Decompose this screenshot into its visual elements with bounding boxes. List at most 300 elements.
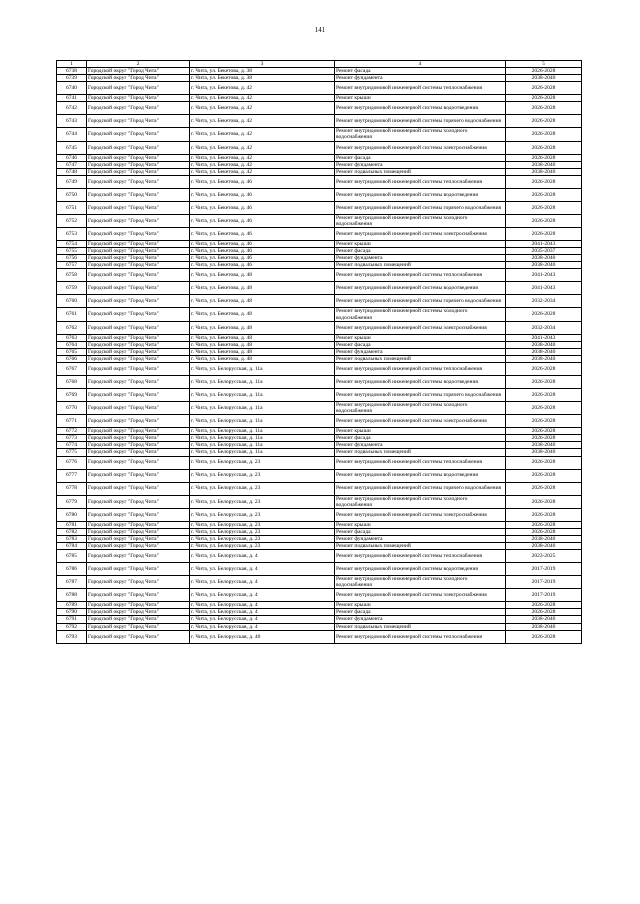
table-row bbox=[57, 282, 582, 295]
address-cell: г. Чита, ул. Бекетова, д. 42 bbox=[190, 168, 335, 175]
work-type-cell: Ремонт внутридомовой инженерной системы водоотведения bbox=[335, 469, 506, 482]
table-row bbox=[57, 255, 582, 262]
work-type-cell: Ремонт фундамента bbox=[335, 535, 506, 542]
municipality-cell: Городской округ "Город Чита" bbox=[87, 362, 190, 375]
table-row bbox=[57, 602, 582, 609]
municipality-cell: Городской округ "Город Чита" bbox=[87, 415, 190, 428]
address-cell: г. Чита, ул. Белорусская, д. 11а bbox=[190, 442, 335, 449]
address-cell: г. Чита, ул. Бекетова, д. 42 bbox=[190, 141, 335, 154]
address-cell: г. Чита, ул. Белорусская, д. 4 bbox=[190, 563, 335, 576]
work-type-cell: Ремонт подвальных помещений bbox=[335, 449, 506, 456]
period-cell: 2041-2043 bbox=[506, 269, 582, 282]
municipality-cell: Городской округ "Город Чита" bbox=[87, 355, 190, 362]
municipality-cell: Городской округ "Город Чита" bbox=[87, 161, 190, 168]
municipality-cell: Городской округ "Город Чита" bbox=[87, 428, 190, 435]
address-cell: г. Чита, ул. Белорусская, д. 4 bbox=[190, 616, 335, 623]
table-row bbox=[57, 75, 582, 82]
work-type-cell: Ремонт внутридомовой инженерной системы холодного водоснабжения bbox=[335, 495, 506, 508]
address-cell: г. Чита, ул. Бекетова, д. 46 bbox=[190, 201, 335, 214]
table-row bbox=[57, 82, 582, 95]
address-cell: г. Чита, ул. Белорусская, д. 23 bbox=[190, 482, 335, 495]
period-cell: 2026-2028 bbox=[506, 175, 582, 188]
work-type-cell: Ремонт фундамента bbox=[335, 255, 506, 262]
table-row bbox=[57, 630, 582, 643]
row-number-cell: 6763 bbox=[57, 334, 87, 341]
table-row bbox=[57, 616, 582, 623]
period-cell: 2026-2028 bbox=[506, 521, 582, 528]
municipality-cell: Городской округ "Город Чита" bbox=[87, 188, 190, 201]
municipality-cell: Городской округ "Город Чита" bbox=[87, 482, 190, 495]
work-type-cell: Ремонт фундамента bbox=[335, 348, 506, 355]
municipality-cell: Городской округ "Город Чита" bbox=[87, 308, 190, 321]
table-row bbox=[57, 428, 582, 435]
row-number-cell: 6770 bbox=[57, 401, 87, 414]
period-cell: 2041-2043 bbox=[506, 241, 582, 248]
row-number-cell: 6750 bbox=[57, 188, 87, 201]
municipality-cell: Городской округ "Город Чита" bbox=[87, 141, 190, 154]
period-cell: 2017-2019 bbox=[506, 576, 582, 589]
period-cell: 2038-2040 bbox=[506, 161, 582, 168]
header-col-1: 1 bbox=[57, 61, 87, 68]
table-row bbox=[57, 535, 582, 542]
municipality-cell: Городской округ "Город Чита" bbox=[87, 201, 190, 214]
address-cell: г. Чита, ул. Бекетова, д. 46 bbox=[190, 188, 335, 201]
header-col-5: 5 bbox=[506, 61, 582, 68]
period-cell: 2038-2040 bbox=[506, 449, 582, 456]
address-cell: г. Чита, ул. Бекетова, д. 38 bbox=[190, 75, 335, 82]
address-cell: г. Чита, ул. Белорусская, д. 11а bbox=[190, 375, 335, 388]
row-number-cell: 6771 bbox=[57, 415, 87, 428]
address-cell: г. Чита, ул. Белорусская, д. 11а bbox=[190, 435, 335, 442]
work-type-cell: Ремонт фундамента bbox=[335, 75, 506, 82]
row-number-cell: 6767 bbox=[57, 362, 87, 375]
period-cell: 2038-2040 bbox=[506, 75, 582, 82]
municipality-cell: Городской округ "Город Чита" bbox=[87, 630, 190, 643]
table-row bbox=[57, 141, 582, 154]
address-cell: г. Чита, ул. Бекетова, д. 48 bbox=[190, 341, 335, 348]
work-type-cell: Ремонт крыши bbox=[335, 95, 506, 102]
municipality-cell: Городской округ "Город Чита" bbox=[87, 616, 190, 623]
period-cell: 2026-2028 bbox=[506, 495, 582, 508]
table-row bbox=[57, 295, 582, 308]
municipality-cell: Городской округ "Город Чита" bbox=[87, 154, 190, 161]
table-row bbox=[57, 241, 582, 248]
address-cell: г. Чита, ул. Бекетова, д. 48 bbox=[190, 355, 335, 362]
address-cell: г. Чита, ул. Белорусская, д. 4 bbox=[190, 623, 335, 630]
work-type-cell: Ремонт внутридомовой инженерной системы водоотведения bbox=[335, 563, 506, 576]
table-row bbox=[57, 168, 582, 175]
period-cell: 2026-2028 bbox=[506, 375, 582, 388]
municipality-cell: Городской округ "Город Чита" bbox=[87, 401, 190, 414]
row-number-cell: 6764 bbox=[57, 341, 87, 348]
row-number-cell: 6768 bbox=[57, 375, 87, 388]
period-cell: 2038-2040 bbox=[506, 442, 582, 449]
period-cell: 2038-2040 bbox=[506, 255, 582, 262]
work-type-cell: Ремонт фасада bbox=[335, 68, 506, 75]
address-cell: г. Чита, ул. Белорусская, д. 23 bbox=[190, 535, 335, 542]
period-cell: 2026-2028 bbox=[506, 362, 582, 375]
address-cell: г. Чита, ул. Бекетова, д. 46 bbox=[190, 248, 335, 255]
period-cell: 2026-2028 bbox=[506, 630, 582, 643]
table-row bbox=[57, 321, 582, 334]
row-number-cell: 6782 bbox=[57, 528, 87, 535]
work-type-cell: Ремонт внутридомовой инженерной системы теплоснабжения bbox=[335, 82, 506, 95]
period-cell: 2026-2028 bbox=[506, 508, 582, 521]
municipality-cell: Городской округ "Город Чита" bbox=[87, 375, 190, 388]
period-cell: 2038-2040 bbox=[506, 262, 582, 269]
table-row bbox=[57, 623, 582, 630]
row-number-cell: 6783 bbox=[57, 535, 87, 542]
work-type-cell: Ремонт внутридомовой инженерной системы электроснабжения bbox=[335, 228, 506, 241]
row-number-cell: 6744 bbox=[57, 128, 87, 141]
address-cell: г. Чита, ул. Белорусская, д. 11а bbox=[190, 415, 335, 428]
row-number-cell: 6784 bbox=[57, 543, 87, 550]
period-cell: 2026-2028 bbox=[506, 609, 582, 616]
row-number-cell: 6789 bbox=[57, 602, 87, 609]
municipality-cell: Городской округ "Город Чита" bbox=[87, 334, 190, 341]
period-cell: 2026-2028 bbox=[506, 228, 582, 241]
municipality-cell: Городской округ "Город Чита" bbox=[87, 543, 190, 550]
period-cell: 2038-2040 bbox=[506, 535, 582, 542]
period-cell: 2026-2028 bbox=[506, 415, 582, 428]
address-cell: г. Чита, ул. Бекетова, д. 48 bbox=[190, 269, 335, 282]
work-type-cell: Ремонт крыши bbox=[335, 241, 506, 248]
period-cell: 2026-2028 bbox=[506, 456, 582, 469]
municipality-cell: Городской округ "Город Чита" bbox=[87, 521, 190, 528]
table-row bbox=[57, 482, 582, 495]
period-cell: 2038-2040 bbox=[506, 543, 582, 550]
work-type-cell: Ремонт внутридомовой инженерной системы теплоснабжения bbox=[335, 456, 506, 469]
address-cell: г. Чита, ул. Бекетова, д. 48 bbox=[190, 348, 335, 355]
table-row bbox=[57, 543, 582, 550]
period-cell: 2032-2034 bbox=[506, 295, 582, 308]
work-type-cell: Ремонт внутридомовой инженерной системы электроснабжения bbox=[335, 508, 506, 521]
table-row bbox=[57, 269, 582, 282]
work-type-cell: Ремонт фундамента bbox=[335, 161, 506, 168]
municipality-cell: Городской округ "Город Чита" bbox=[87, 589, 190, 602]
header-col-2: 2 bbox=[87, 61, 190, 68]
table-row bbox=[57, 469, 582, 482]
table-row bbox=[57, 341, 582, 348]
period-cell: 2026-2028 bbox=[506, 388, 582, 401]
row-number-cell: 6791 bbox=[57, 616, 87, 623]
address-cell: г. Чита, ул. Бекетова, д. 46 bbox=[190, 262, 335, 269]
row-number-cell: 6758 bbox=[57, 269, 87, 282]
period-cell: 2026-2028 bbox=[506, 214, 582, 227]
work-type-cell: Ремонт фасада bbox=[335, 341, 506, 348]
municipality-cell: Городской округ "Город Чита" bbox=[87, 609, 190, 616]
municipality-cell: Городской округ "Город Чита" bbox=[87, 602, 190, 609]
address-cell: г. Чита, ул. Бекетова, д. 48 bbox=[190, 308, 335, 321]
municipality-cell: Городской округ "Город Чита" bbox=[87, 623, 190, 630]
address-cell: г. Чита, ул. Бекетова, д. 48 bbox=[190, 334, 335, 341]
municipality-cell: Городской округ "Город Чита" bbox=[87, 348, 190, 355]
table-row bbox=[57, 362, 582, 375]
address-cell: г. Чита, ул. Белорусская, д. 11а bbox=[190, 449, 335, 456]
period-cell: 2023-2025 bbox=[506, 550, 582, 563]
municipality-cell: Городской округ "Город Чита" bbox=[87, 175, 190, 188]
row-number-cell: 6740 bbox=[57, 82, 87, 95]
row-number-cell: 6746 bbox=[57, 154, 87, 161]
address-cell: г. Чита, ул. Бекетова, д. 38 bbox=[190, 68, 335, 75]
work-type-cell: Ремонт внутридомовой инженерной системы холодного водоснабжения bbox=[335, 128, 506, 141]
municipality-cell: Городской округ "Город Чита" bbox=[87, 82, 190, 95]
row-number-cell: 6776 bbox=[57, 456, 87, 469]
row-number-cell: 6757 bbox=[57, 262, 87, 269]
row-number-cell: 6788 bbox=[57, 589, 87, 602]
row-number-cell: 6766 bbox=[57, 355, 87, 362]
address-cell: г. Чита, ул. Белорусская, д. 23 bbox=[190, 508, 335, 521]
address-cell: г. Чита, ул. Белорусская, д. 23 bbox=[190, 495, 335, 508]
table-row bbox=[57, 521, 582, 528]
work-type-cell: Ремонт внутридомовой инженерной системы горячего водоснабжения bbox=[335, 115, 506, 128]
work-type-cell: Ремонт внутридомовой инженерной системы теплоснабжения bbox=[335, 630, 506, 643]
address-cell: г. Чита, ул. Бекетова, д. 46 bbox=[190, 255, 335, 262]
work-type-cell: Ремонт внутридомовой инженерной системы горячего водоснабжения bbox=[335, 388, 506, 401]
row-number-cell: 6773 bbox=[57, 435, 87, 442]
row-number-cell: 6772 bbox=[57, 428, 87, 435]
work-type-cell: Ремонт крыши bbox=[335, 334, 506, 341]
table-row bbox=[57, 401, 582, 414]
work-type-cell: Ремонт подвальных помещений bbox=[335, 262, 506, 269]
table-row bbox=[57, 388, 582, 401]
municipality-cell: Городской округ "Город Чита" bbox=[87, 102, 190, 115]
row-number-cell: 6775 bbox=[57, 449, 87, 456]
period-cell: 2038-2040 bbox=[506, 355, 582, 362]
work-type-cell: Ремонт подвальных помещений bbox=[335, 168, 506, 175]
period-cell: 2032-2034 bbox=[506, 321, 582, 334]
row-number-cell: 6743 bbox=[57, 115, 87, 128]
table-row bbox=[57, 214, 582, 227]
address-cell: г. Чита, ул. Бекетова, д. 46 bbox=[190, 175, 335, 188]
period-cell: 2038-2040 bbox=[506, 341, 582, 348]
address-cell: г. Чита, ул. Белорусская, д. 4 bbox=[190, 576, 335, 589]
row-number-cell: 6751 bbox=[57, 201, 87, 214]
work-type-cell: Ремонт внутридомовой инженерной системы холодного водоснабжения bbox=[335, 576, 506, 589]
work-type-cell: Ремонт подвальных помещений bbox=[335, 355, 506, 362]
table-row bbox=[57, 154, 582, 161]
address-cell: г. Чита, ул. Белорусская, д. 23 bbox=[190, 521, 335, 528]
table-row bbox=[57, 348, 582, 355]
address-cell: г. Чита, ул. Белорусская, д. 4 bbox=[190, 550, 335, 563]
address-cell: г. Чита, ул. Бекетова, д. 42 bbox=[190, 95, 335, 102]
municipality-cell: Городской округ "Город Чита" bbox=[87, 241, 190, 248]
row-number-cell: 6793 bbox=[57, 630, 87, 643]
municipality-cell: Городской округ "Город Чита" bbox=[87, 295, 190, 308]
address-cell: г. Чита, ул. Белорусская, д. 11а bbox=[190, 401, 335, 414]
work-type-cell: Ремонт внутридомовой инженерной системы водоотведения bbox=[335, 102, 506, 115]
work-type-cell: Ремонт крыши bbox=[335, 521, 506, 528]
address-cell: г. Чита, ул. Бекетова, д. 42 bbox=[190, 154, 335, 161]
table-row bbox=[57, 442, 582, 449]
table-row bbox=[57, 456, 582, 469]
table-row bbox=[57, 435, 582, 442]
address-cell: г. Чита, ул. Бекетова, д. 48 bbox=[190, 295, 335, 308]
row-number-cell: 6749 bbox=[57, 175, 87, 188]
period-cell: 2038-2040 bbox=[506, 348, 582, 355]
period-cell: 2026-2028 bbox=[506, 128, 582, 141]
period-cell: 2026-2028 bbox=[506, 68, 582, 75]
municipality-cell: Городской округ "Город Чита" bbox=[87, 248, 190, 255]
repair-schedule-table bbox=[56, 60, 582, 644]
work-type-cell: Ремонт фундамента bbox=[335, 616, 506, 623]
table-row bbox=[57, 355, 582, 362]
row-number-cell: 6780 bbox=[57, 508, 87, 521]
municipality-cell: Городской округ "Город Чита" bbox=[87, 341, 190, 348]
work-type-cell: Ремонт внутридомовой инженерной системы электроснабжения bbox=[335, 415, 506, 428]
table-row bbox=[57, 449, 582, 456]
table-row bbox=[57, 589, 582, 602]
row-number-cell: 6765 bbox=[57, 348, 87, 355]
period-cell: 2026-2028 bbox=[506, 469, 582, 482]
row-number-cell: 6778 bbox=[57, 482, 87, 495]
work-type-cell: Ремонт внутридомовой инженерной системы холодного водоснабжения bbox=[335, 401, 506, 414]
address-cell: г. Чита, ул. Белорусская, д. 4 bbox=[190, 602, 335, 609]
municipality-cell: Городской округ "Город Чита" bbox=[87, 576, 190, 589]
row-number-cell: 6786 bbox=[57, 563, 87, 576]
row-number-cell: 6752 bbox=[57, 214, 87, 227]
table-row bbox=[57, 308, 582, 321]
header-col-3: 3 bbox=[190, 61, 335, 68]
work-type-cell: Ремонт внутридомовой инженерной системы теплоснабжения bbox=[335, 269, 506, 282]
work-type-cell: Ремонт внутридомовой инженерной системы холодного водоснабжения bbox=[335, 308, 506, 321]
header-col-4: 4 bbox=[335, 61, 506, 68]
table-row bbox=[57, 228, 582, 241]
period-cell: 2026-2028 bbox=[506, 435, 582, 442]
address-cell: г. Чита, ул. Бекетова, д. 42 bbox=[190, 82, 335, 95]
period-cell: 2026-2028 bbox=[506, 528, 582, 535]
period-cell: 2017-2019 bbox=[506, 589, 582, 602]
address-cell: г. Чита, ул. Бекетова, д. 42 bbox=[190, 161, 335, 168]
period-cell: 2026-2028 bbox=[506, 308, 582, 321]
row-number-cell: 6762 bbox=[57, 321, 87, 334]
row-number-cell: 6739 bbox=[57, 75, 87, 82]
period-cell: 2026-2028 bbox=[506, 602, 582, 609]
row-number-cell: 6774 bbox=[57, 442, 87, 449]
address-cell: г. Чита, ул. Бекетова, д. 48 bbox=[190, 282, 335, 295]
row-number-cell: 6745 bbox=[57, 141, 87, 154]
municipality-cell: Городской округ "Город Чита" bbox=[87, 508, 190, 521]
table-row bbox=[57, 102, 582, 115]
row-number-cell: 6769 bbox=[57, 388, 87, 401]
period-cell: 2026-2028 bbox=[506, 141, 582, 154]
table-header-row bbox=[57, 61, 582, 68]
row-number-cell: 6779 bbox=[57, 495, 87, 508]
table-row bbox=[57, 248, 582, 255]
municipality-cell: Городской округ "Город Чита" bbox=[87, 388, 190, 401]
municipality-cell: Городской округ "Город Чита" bbox=[87, 168, 190, 175]
work-type-cell: Ремонт фасада bbox=[335, 435, 506, 442]
work-type-cell: Ремонт внутридомовой инженерной системы теплоснабжения bbox=[335, 175, 506, 188]
table-row bbox=[57, 495, 582, 508]
municipality-cell: Городской округ "Город Чита" bbox=[87, 469, 190, 482]
work-type-cell: Ремонт внутридомовой инженерной системы горячего водоснабжения bbox=[335, 482, 506, 495]
table-row bbox=[57, 115, 582, 128]
row-number-cell: 6785 bbox=[57, 550, 87, 563]
address-cell: г. Чита, ул. Бекетова, д. 42 bbox=[190, 115, 335, 128]
period-cell: 2026-2028 bbox=[506, 115, 582, 128]
period-cell: 2026-2028 bbox=[506, 102, 582, 115]
period-cell: 2026-2028 bbox=[506, 154, 582, 161]
address-cell: г. Чита, ул. Бекетова, д. 42 bbox=[190, 102, 335, 115]
work-type-cell: Ремонт фасада bbox=[335, 528, 506, 535]
period-cell: 2026-2028 bbox=[506, 428, 582, 435]
row-number-cell: 6756 bbox=[57, 255, 87, 262]
period-cell: 2017-2019 bbox=[506, 563, 582, 576]
work-type-cell: Ремонт внутридомовой инженерной системы водоотведения bbox=[335, 188, 506, 201]
period-cell: 2038-2040 bbox=[506, 616, 582, 623]
municipality-cell: Городской округ "Город Чита" bbox=[87, 255, 190, 262]
row-number-cell: 6742 bbox=[57, 102, 87, 115]
work-type-cell: Ремонт фасада bbox=[335, 154, 506, 161]
work-type-cell: Ремонт фасада bbox=[335, 609, 506, 616]
table-row bbox=[57, 161, 582, 168]
address-cell: г. Чита, ул. Бекетова, д. 48 bbox=[190, 321, 335, 334]
municipality-cell: Городской округ "Город Чита" bbox=[87, 95, 190, 102]
work-type-cell: Ремонт внутридомовой инженерной системы электроснабжения bbox=[335, 321, 506, 334]
row-number-cell: 6792 bbox=[57, 623, 87, 630]
row-number-cell: 6755 bbox=[57, 248, 87, 255]
period-cell: 2026-2028 bbox=[506, 188, 582, 201]
period-cell: 2026-2028 bbox=[506, 482, 582, 495]
municipality-cell: Городской округ "Город Чита" bbox=[87, 563, 190, 576]
table-row bbox=[57, 609, 582, 616]
work-type-cell: Ремонт фундамента bbox=[335, 442, 506, 449]
address-cell: г. Чита, ул. Белорусская, д. 23 bbox=[190, 469, 335, 482]
row-number-cell: 6748 bbox=[57, 168, 87, 175]
work-type-cell: Ремонт внутридомовой инженерной системы электроснабжения bbox=[335, 141, 506, 154]
work-type-cell: Ремонт внутридомовой инженерной системы холодного водоснабжения bbox=[335, 214, 506, 227]
address-cell: г. Чита, ул. Бекетова, д. 46 bbox=[190, 241, 335, 248]
table-row bbox=[57, 175, 582, 188]
table-row bbox=[57, 576, 582, 589]
address-cell: г. Чита, ул. Белорусская, д. 23 bbox=[190, 543, 335, 550]
table-row bbox=[57, 528, 582, 535]
table-row bbox=[57, 550, 582, 563]
table-body bbox=[57, 68, 582, 644]
row-number-cell: 6747 bbox=[57, 161, 87, 168]
period-cell: 2026-2028 bbox=[506, 201, 582, 214]
row-number-cell: 6753 bbox=[57, 228, 87, 241]
row-number-cell: 6781 bbox=[57, 521, 87, 528]
work-type-cell: Ремонт внутридомовой инженерной системы теплоснабжения bbox=[335, 550, 506, 563]
table-row bbox=[57, 128, 582, 141]
row-number-cell: 6790 bbox=[57, 609, 87, 616]
municipality-cell: Городской округ "Город Чита" bbox=[87, 75, 190, 82]
row-number-cell: 6761 bbox=[57, 308, 87, 321]
municipality-cell: Городской округ "Город Чита" bbox=[87, 435, 190, 442]
municipality-cell: Городской округ "Город Чита" bbox=[87, 449, 190, 456]
table-row bbox=[57, 415, 582, 428]
table-row bbox=[57, 68, 582, 75]
table-row bbox=[57, 95, 582, 102]
work-type-cell: Ремонт крыши bbox=[335, 428, 506, 435]
municipality-cell: Городской округ "Город Чита" bbox=[87, 495, 190, 508]
address-cell: г. Чита, ул. Белорусская, д. 23 bbox=[190, 528, 335, 535]
row-number-cell: 6787 bbox=[57, 576, 87, 589]
period-cell: 2041-2043 bbox=[506, 282, 582, 295]
address-cell: г. Чита, ул. Белорусская, д. 11а bbox=[190, 362, 335, 375]
municipality-cell: Городской округ "Город Чита" bbox=[87, 442, 190, 449]
address-cell: г. Чита, ул. Бекетова, д. 42 bbox=[190, 128, 335, 141]
address-cell: г. Чита, ул. Белорусская, д. 11а bbox=[190, 428, 335, 435]
period-cell: 2026-2028 bbox=[506, 82, 582, 95]
period-cell: 2041-2043 bbox=[506, 334, 582, 341]
work-type-cell: Ремонт внутридомовой инженерной системы электроснабжения bbox=[335, 589, 506, 602]
municipality-cell: Городской округ "Город Чита" bbox=[87, 528, 190, 535]
municipality-cell: Городской округ "Город Чита" bbox=[87, 282, 190, 295]
address-cell: г. Чита, ул. Белорусская, д. 4 bbox=[190, 609, 335, 616]
